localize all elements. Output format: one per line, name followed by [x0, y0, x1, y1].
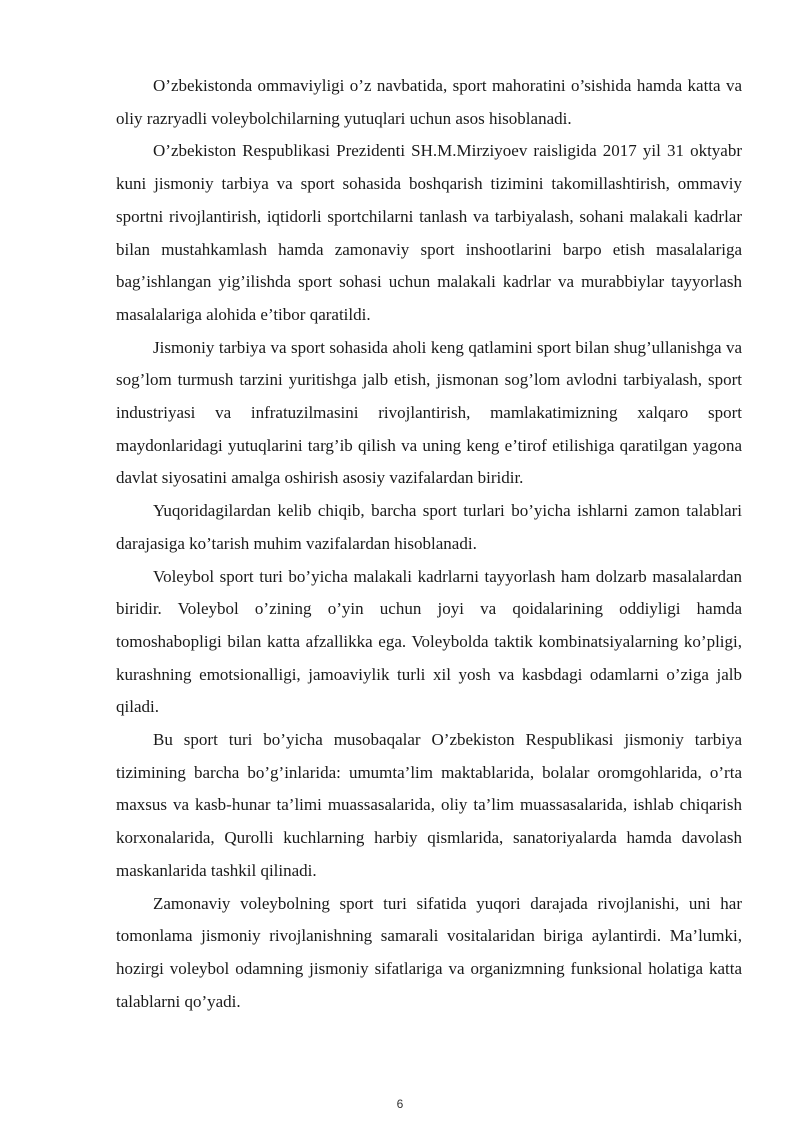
paragraph-5: Voleybol sport turi bo’yicha malakali kadrlarni tayyorlash ham dolzarb masalalardan biridir. Voleybol o’zining o’yin uchun joyi va qoidalarining oddiyligi hamda tomoshabopligi bilan katta afzallikka ega. Voleybolda taktik kombinatsiyalarning ko’pligi, kurashning emotsionalligi, jamoaviylik turli xil yosh va kasbdagi odamlarni o’ziga jalb qiladi.: [116, 566, 742, 717]
document-body: [116, 70, 742, 1018]
paragraph-7: Zamonaviy voleybolning sport turi sifatida yuqori darajada rivojlanishi, uni har tomonlama jismoniy rivojlanishning samarali vositalaridan biriga aylantirdi. Ma’lumki, hozirgi voleybol odamning jismoniy sifatlariga va organizmning funksional holatiga katta talablarni qo’yadi.: [116, 893, 742, 1011]
paragraph-4: Yuqoridagilardan kelib chiqib, barcha sport turlari bo’yicha ishlarni zamon talablari darajasiga ko’tarish muhim vazifalardan hisoblanadi.: [116, 501, 742, 553]
paragraph-1: O’zbekistonda ommaviyligi o’z navbatida, sport mahoratini o’sishida hamda katta va oliy razryadli voleybolchilarning yutuqlari uchun asos hisoblanadi.: [116, 76, 742, 128]
paragraph-3: Jismoniy tarbiya va sport sohasida aholi keng qatlamini sport bilan shug’ullanishga va sog’lom turmush tarzini yuritishga jalb etish, jismonan sog’lom avlodni tarbiyalash, sport industriyasi va infratuzilmasini rivojlantirish, mamlakatimizning xalqaro sport maydonlaridagi yutuqlarini targ’ib qilish va uning keng e’tirof etilishiga qaratilgan yagona davlat siyosatini amalga oshirish asosiy vazifalardan biridir.: [116, 337, 742, 488]
page-number: 6: [396, 1097, 404, 1111]
paragraph-6: Bu sport turi bo’yicha musobaqalar O’zbekiston Respublikasi jismoniy tarbiya tizimining barcha bo’g’inlarida: umumta’lim maktablarida, bolalar oromgohlarida, o’rta maxsus va kasb-hunar ta’limi muassasalarida, oliy ta’lim muassasalarida, ishlab chiqarish korxonalarida, Qurolli kuchlarning harbiy qismlarida, sanatoriyalarda hamda davolash maskanlarida tashkil qilinadi.: [116, 730, 742, 880]
paragraph-2: O’zbekiston Respublikasi Prezidenti SH.M.Mirziyoev raisligida 2017 yil 31 oktyabr kuni jismoniy tarbiya va sport sohasida boshqarish tizimini takomillashtirish, ommaviy sportni rivojlantirish, iqtidorli sportchilarni tanlash va tarbiyalash, sohani malakali kadrlar bilan mustahkamlash hamda zamonaviy sport inshootlarini barpo etish masalalariga bag’ishlangan yig’ilishda sport sohasi uchun malakali kadrlar va murabbiylar tayyorlash masalalariga alohida e’tibor qaratildi.: [116, 141, 742, 324]
